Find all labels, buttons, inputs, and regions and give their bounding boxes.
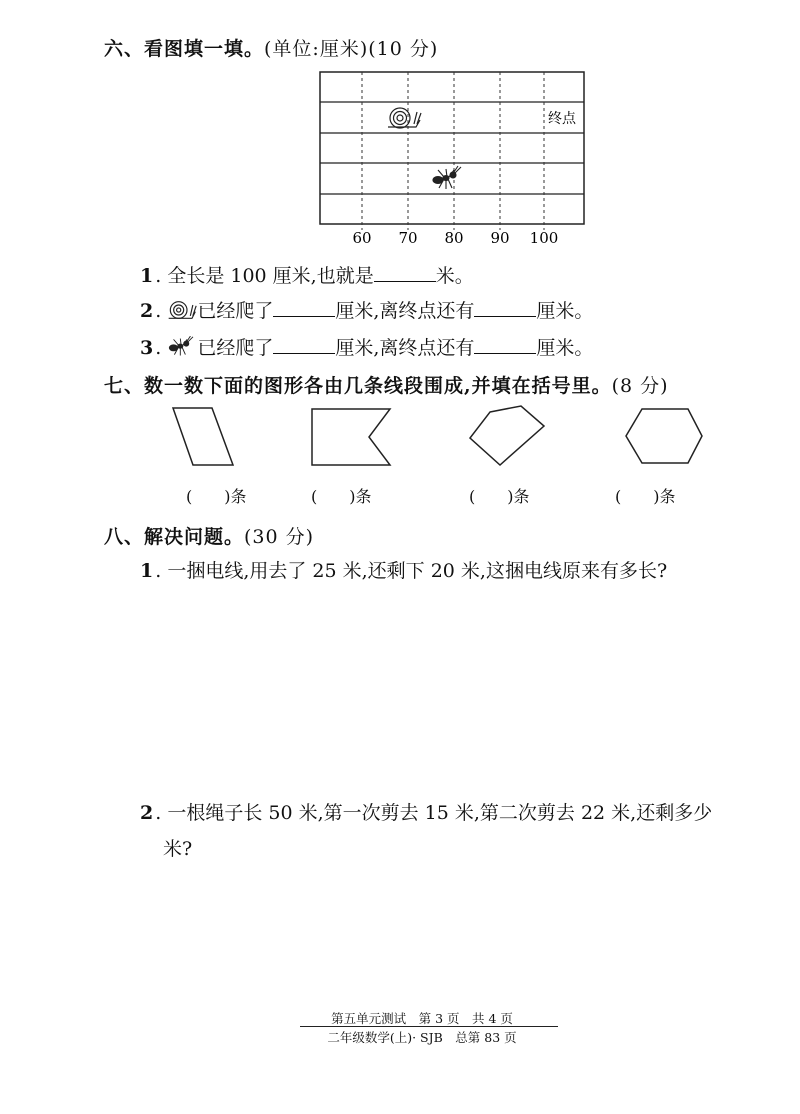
tick-label-60: 60 [352, 229, 372, 247]
race-track-diagram [300, 62, 600, 252]
answer-blank[interactable] [273, 298, 335, 317]
footer-line-1: 第五单元测试 第 3 页 共 4 页 [331, 1011, 513, 1026]
section-7-heading: 七、数一数下面的图形各由几条线段围成,并填在括号里。(8 分) [104, 375, 669, 397]
question-6-3: 3 . 已经爬了 厘米,离终点还有 厘米。 [140, 337, 594, 359]
answer-blank[interactable] [474, 335, 536, 354]
shape-flag-pentagon [312, 409, 390, 465]
question-8-2: 2 . 一根绳子长 50 米,第一次剪去 15 米,第二次剪去 22 米,还剩多少 [140, 802, 713, 824]
shape-pentagon [470, 406, 544, 465]
question-6-1: 1 . 全长是 100 厘米,也就是 米。 [140, 265, 474, 287]
shapes-row [160, 400, 720, 480]
question-8-1: 1 . 一捆电线,用去了 25 米,还剩下 20 米,这捆电线原来有多长? [140, 560, 668, 582]
answer-blank[interactable] [374, 263, 436, 282]
footer-line-2: 二年级数学(上)· SJB 总第 83 页 [327, 1030, 517, 1045]
snail-icon [388, 108, 421, 128]
shape-hexagon [626, 409, 702, 463]
snail-icon [167, 299, 197, 321]
answer-paren-4[interactable]: ( )条 [615, 487, 676, 506]
ant-icon [167, 336, 197, 358]
question-8-2-continued: 米? [163, 838, 193, 860]
track-frame [320, 72, 584, 224]
answer-blank[interactable] [273, 335, 335, 354]
finish-label: 终点 [548, 111, 576, 127]
answer-paren-2[interactable]: ( )条 [311, 487, 372, 506]
tick-label-70: 70 [398, 229, 418, 247]
ant-icon [433, 166, 461, 189]
shape-parallelogram [173, 408, 233, 465]
tick-label-90: 90 [490, 229, 510, 247]
footer-divider [300, 1026, 558, 1027]
tick-label-80: 80 [444, 229, 464, 247]
answer-paren-3[interactable]: ( )条 [469, 487, 530, 506]
section-6-heading: 六、看图填一填。(单位:厘米)(10 分) [104, 38, 439, 60]
answer-blank[interactable] [474, 298, 536, 317]
question-6-2: 2 . 已经爬了 厘米,离终点还有 厘米。 [140, 300, 594, 322]
section-8-heading: 八、解决问题。(30 分) [104, 526, 315, 548]
answer-paren-1[interactable]: ( )条 [186, 487, 247, 506]
tick-label-100: 100 [529, 229, 559, 247]
